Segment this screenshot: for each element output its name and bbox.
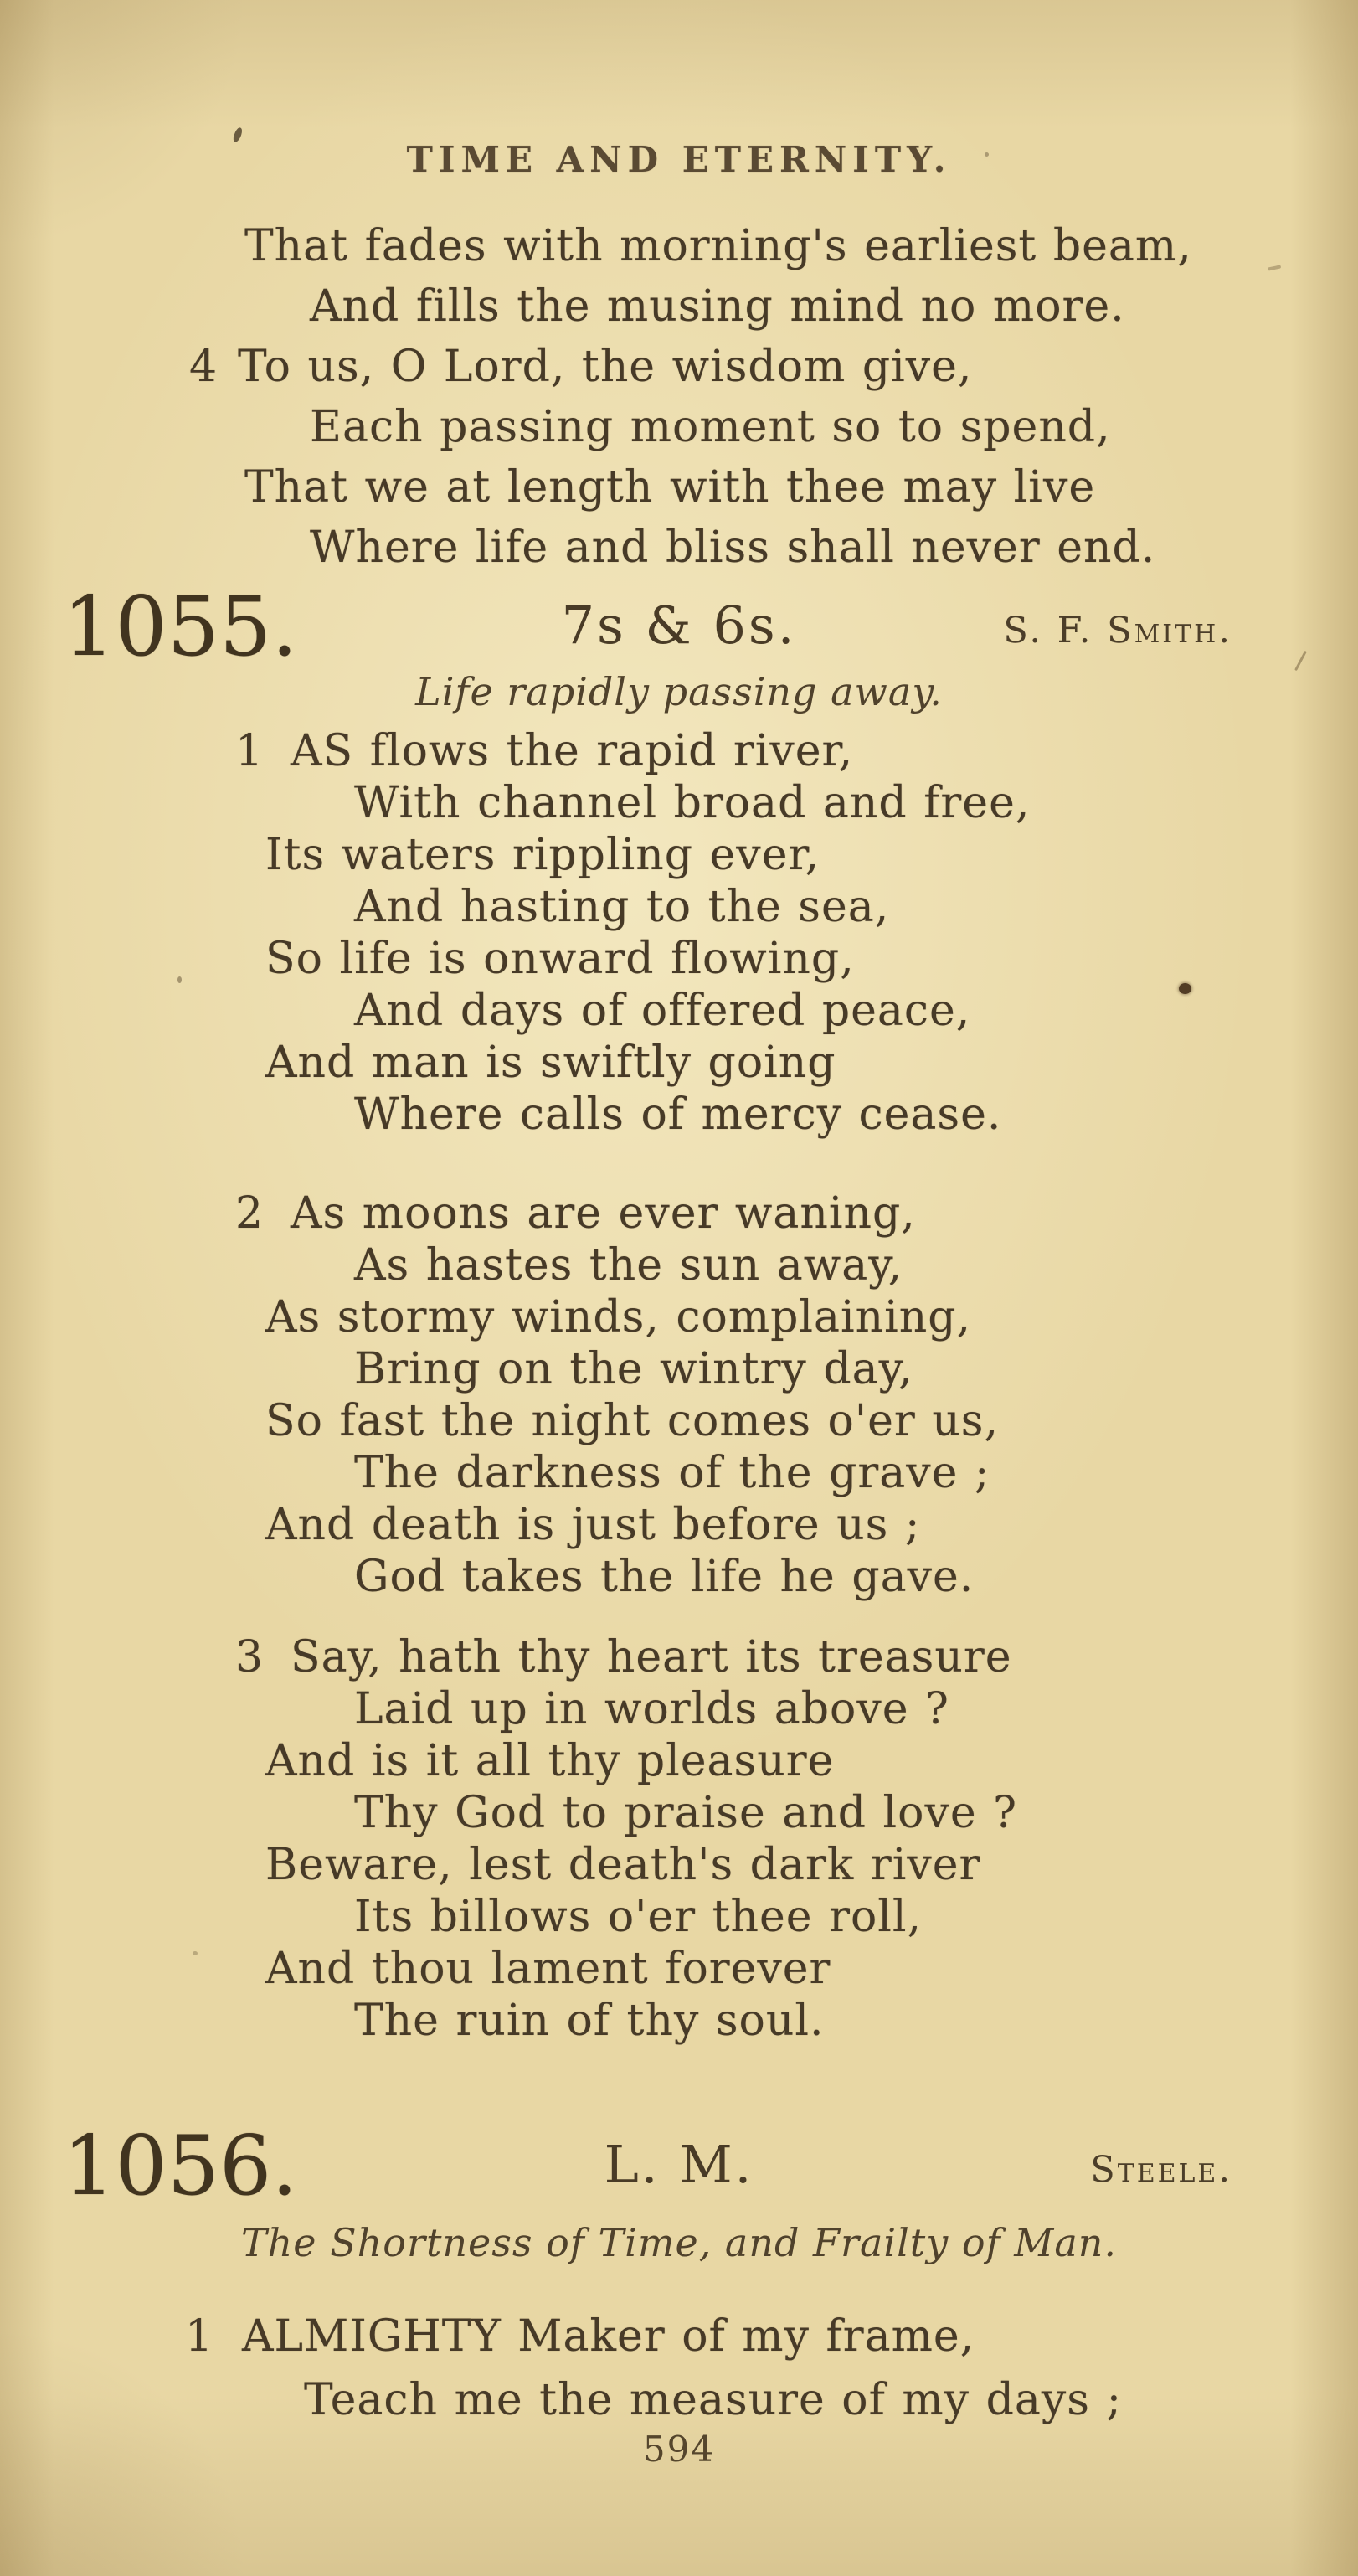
verse-line-text: With channel broad and free,	[354, 778, 1031, 828]
verse-line-text: And thou lament forever	[265, 1944, 831, 1994]
verse-line	[0, 337, 1358, 397]
verse-line	[0, 1291, 1358, 1343]
verse-line-text: To us, O Lord, the wisdom give,	[238, 342, 973, 392]
verse-line	[0, 1943, 1358, 1995]
verse-line-text: ALMIGHTY Maker of my frame,	[242, 2311, 975, 2362]
verse-line	[0, 2305, 1358, 2368]
verse-line-text: And hasting to the sea,	[354, 882, 890, 932]
verse-line	[0, 829, 1358, 881]
verse-line	[0, 1343, 1358, 1395]
verse-line-text: The darkness of the grave ;	[354, 1448, 990, 1498]
verse-line-text: As moons are ever waning,	[291, 1188, 916, 1239]
hymn-meter: 7s & 6s.	[561, 595, 797, 656]
hymn-1056-verse-1	[0, 2305, 1358, 2432]
verse-line-text: And man is swiftly going	[265, 1038, 836, 1088]
verse-line	[0, 777, 1358, 829]
verse-line-text: So life is onward flowing,	[265, 934, 855, 984]
verse-line-text: AS flows the rapid river,	[291, 726, 854, 776]
hymn-1055-verse-3	[0, 1631, 1358, 2047]
verse-line-text: Each passing moment so to spend,	[310, 402, 1111, 452]
hymn-subtitle: Life rapidly passing away.	[415, 669, 943, 714]
verse-line-text: As stormy winds, complaining,	[265, 1292, 972, 1342]
hymn-1055-verse-1	[0, 725, 1358, 1141]
verse-number: 1	[235, 726, 265, 776]
verse-line-text: Laid up in worlds above ?	[354, 1684, 949, 1734]
verse-line-text: Say, hath thy heart its treasure	[291, 1632, 1012, 1682]
verse-number: 4	[189, 342, 219, 392]
hymn-number: 1055.	[63, 580, 298, 675]
verse-line-text: Thy God to praise and love ?	[354, 1788, 1018, 1838]
verse-line-text: As hastes the sun away,	[354, 1240, 903, 1291]
verse-line-text: That fades with morning's earliest beam,	[244, 221, 1192, 271]
verse-line-text: God takes the life he gave.	[354, 1552, 975, 1602]
verse-line-text: Bring on the wintry day,	[354, 1344, 913, 1394]
hymn-subtitle: The Shortness of Time, and Frailty of Man.	[240, 2220, 1118, 2265]
verse-line	[0, 1631, 1358, 1683]
verse-line	[0, 1839, 1358, 1891]
verse-line	[0, 1499, 1358, 1551]
verse-line	[0, 1735, 1358, 1787]
verse-line-text: Its waters rippling ever,	[265, 830, 820, 880]
hymn-author: S. F. Smith.	[1003, 610, 1232, 652]
verse-line	[0, 1787, 1358, 1839]
verse-number: 2	[235, 1188, 265, 1239]
verse-line	[0, 1447, 1358, 1499]
verse-line	[0, 397, 1358, 457]
verse-line	[0, 1995, 1358, 2047]
verse-line	[0, 1395, 1358, 1447]
verse-number: 1	[185, 2311, 214, 2362]
verse-line	[0, 1551, 1358, 1603]
verse-line	[0, 1188, 1358, 1239]
verse-line-text: So fast the night comes o'er us,	[265, 1396, 1000, 1446]
verse-line	[0, 1089, 1358, 1141]
verse-line	[0, 216, 1358, 276]
verse-line-text: And days of offered peace,	[354, 986, 971, 1036]
verse-line	[0, 1239, 1358, 1291]
verse-line	[0, 518, 1358, 578]
hymn-meter: L. M.	[604, 2134, 754, 2195]
verse-line	[0, 276, 1358, 337]
hymn-1056-header	[0, 2119, 1358, 2226]
verse-line-text: That we at length with thee may live	[244, 462, 1096, 513]
verse-line	[0, 1037, 1358, 1089]
verse-line	[0, 1683, 1358, 1735]
verse-line	[0, 725, 1358, 777]
verse-line-text: And is it all thy pleasure	[265, 1736, 835, 1786]
page-number: 594	[642, 2429, 716, 2470]
verse-line	[0, 2368, 1358, 2432]
verse-line	[0, 457, 1358, 518]
hymn-1055-verse-2	[0, 1188, 1358, 1603]
verse-line	[0, 881, 1358, 933]
verse-line-text: Where life and bliss shall never end.	[310, 523, 1156, 573]
hymn-fragment-verse	[0, 216, 1358, 578]
verse-line	[0, 933, 1358, 985]
verse-line-text: Beware, lest death's dark river	[265, 1840, 981, 1890]
verse-line	[0, 985, 1358, 1037]
verse-line-text: Where calls of mercy cease.	[354, 1090, 1002, 1140]
verse-line-text: The ruin of thy soul.	[354, 1996, 825, 2046]
verse-number: 3	[235, 1632, 265, 1682]
running-head: TIME AND ETERNITY.	[406, 139, 952, 180]
hymn-author: Steele.	[1090, 2149, 1232, 2191]
verse-line	[0, 1891, 1358, 1943]
hymn-number: 1056.	[63, 2119, 298, 2214]
verse-line-text: Teach me the measure of my days ;	[304, 2375, 1122, 2425]
verse-line-text: And death is just before us ;	[265, 1500, 921, 1550]
verse-line-text: Its billows o'er thee roll,	[354, 1892, 923, 1942]
verse-line-text: And fills the musing mind no more.	[310, 281, 1125, 332]
